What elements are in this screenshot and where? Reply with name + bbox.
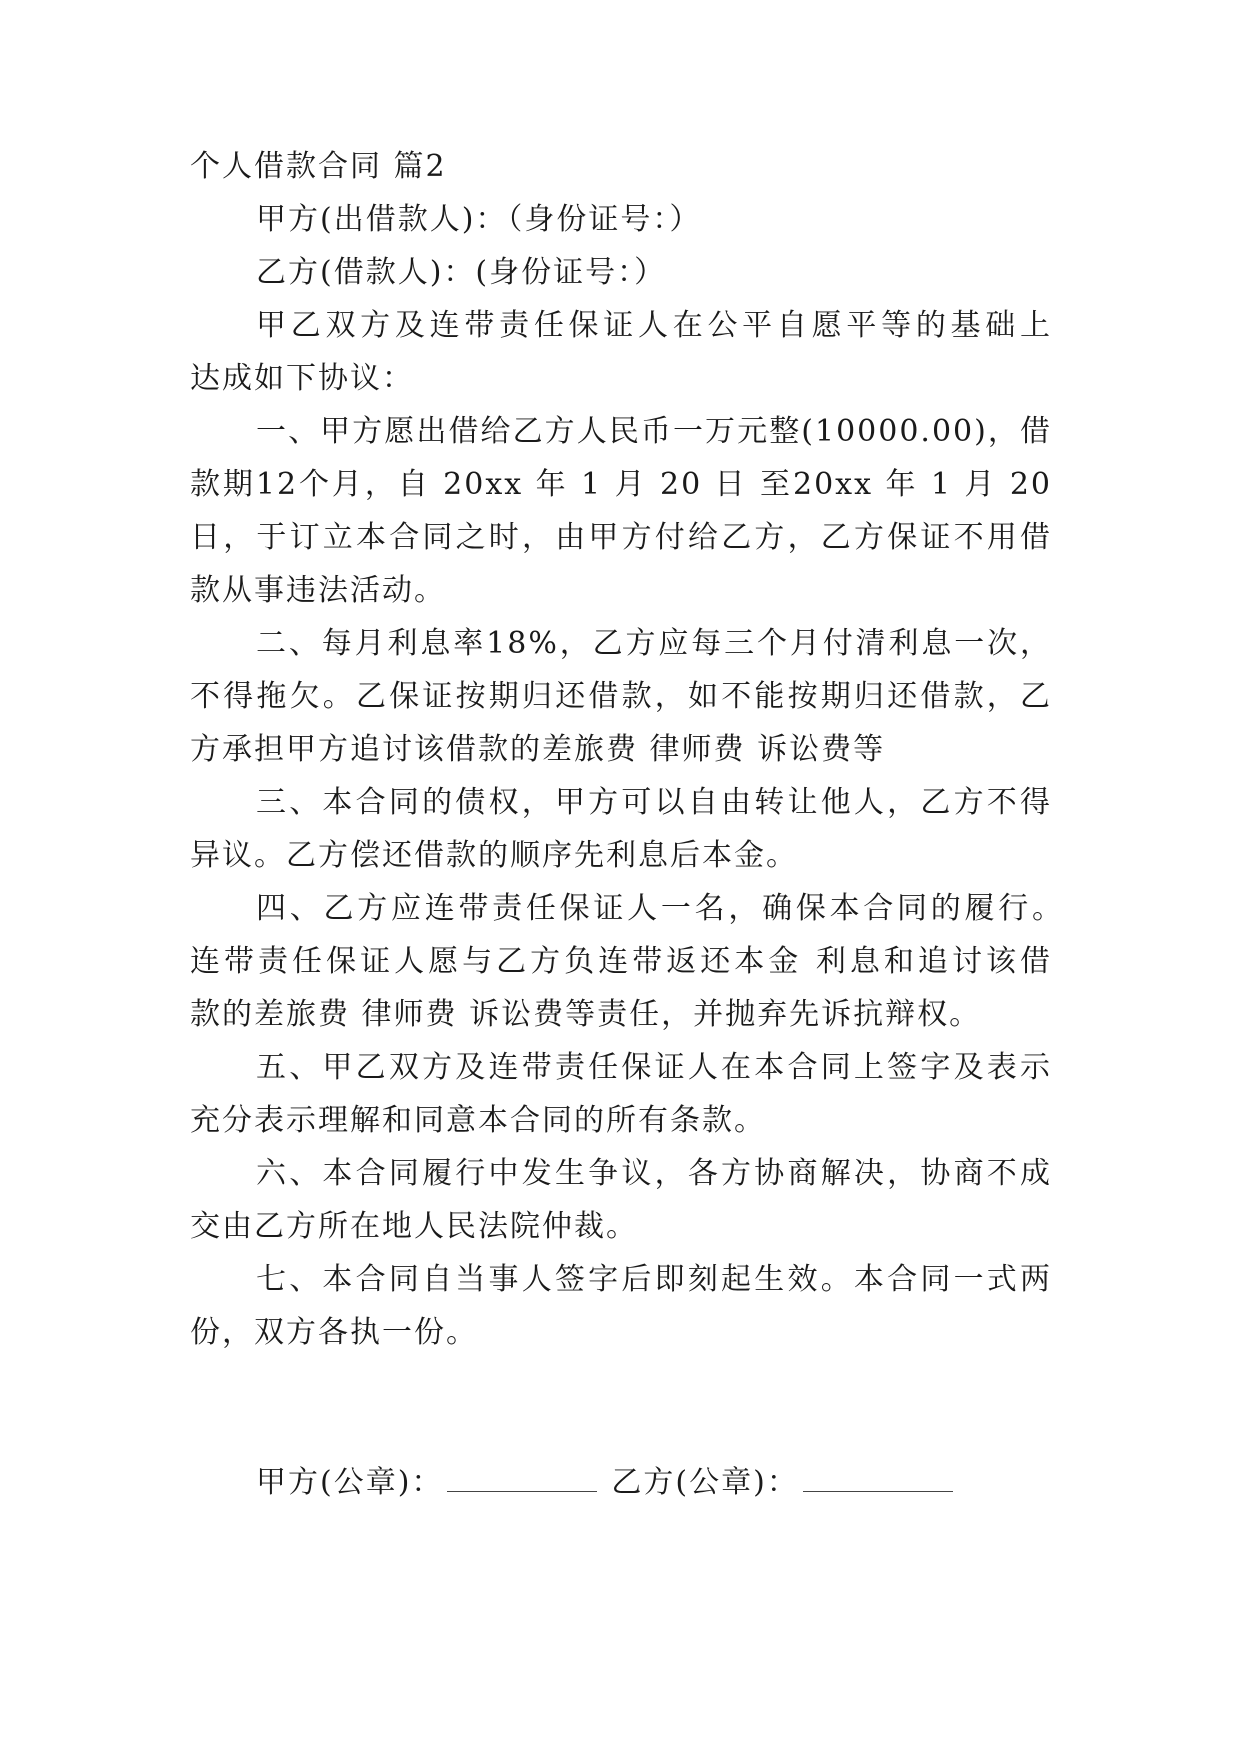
clause-2-line-3: 方承担甲方追讨该借款的差旅费 律师费 诉讼费等 — [190, 732, 886, 767]
clause-6-line-2: 交由乙方所在地人民法院仲裁。 — [190, 1209, 638, 1244]
party-b-line: 乙方(借款人)：(身份证号：） — [256, 255, 667, 290]
clause-3-line-2: 异议。乙方偿还借款的顺序先利息后本金。 — [190, 838, 798, 873]
clause-2-line-2: 不得拖欠。乙保证按期归还借款，如不能按期归还借款，乙 — [190, 679, 1052, 714]
clause-7-line-1: 七、本合同自当事人签字后即刻起生效。本合同一式两 — [256, 1262, 1052, 1297]
clause-2-line-1: 二、每月利息率18%，乙方应每三个月付清利息一次， — [256, 626, 1052, 661]
clause-1-line-2: 款期12个月，自 20xx 年 1 月 20 日 至20xx 年 1 月 20 — [190, 467, 1052, 502]
clause-5-line-1: 五、甲乙双方及连带责任保证人在本合同上签字及表示 — [256, 1050, 1052, 1085]
clause-5-line-2: 充分表示理解和同意本合同的所有条款。 — [190, 1103, 766, 1138]
party-b-seal-blank — [803, 1461, 953, 1492]
clause-1-line-4: 款从事违法活动。 — [190, 573, 446, 608]
party-a-seal-label: 甲方(公章)： — [256, 1465, 444, 1500]
clause-4-line-3: 款的差旅费 律师费 诉讼费等责任，并抛弃先诉抗辩权。 — [190, 997, 982, 1032]
clause-1-line-3: 日，于订立本合同之时，由甲方付给乙方，乙方保证不用借 — [190, 520, 1052, 555]
document-title: 个人借款合同 篇2 — [190, 149, 447, 184]
clause-1-line-1: 一、甲方愿出借给乙方人民币一万元整(10000.00)，借 — [256, 414, 1052, 449]
party-a-seal-blank — [447, 1461, 597, 1492]
party-b-seal-label: 乙方(公章)： — [611, 1465, 799, 1500]
clause-4-line-1: 四、乙方应连带责任保证人一名，确保本合同的履行。 — [256, 891, 1064, 926]
paragraph-intro-line-2: 达成如下协议： — [190, 361, 414, 396]
clause-4-line-2: 连带责任保证人愿与乙方负连带返还本金 利息和追讨该借 — [190, 944, 1052, 979]
party-a-line: 甲方(出借款人)：（身份证号：） — [256, 202, 702, 237]
signature-row — [256, 1461, 967, 1501]
clause-3-line-1: 三、本合同的债权，甲方可以自由转让他人，乙方不得 — [256, 785, 1052, 820]
clause-7-line-2: 份，双方各执一份。 — [190, 1315, 478, 1350]
clause-6-line-1: 六、本合同履行中发生争议，各方协商解决，协商不成 — [256, 1156, 1052, 1191]
paragraph-intro-line-1: 甲乙双方及连带责任保证人在公平自愿平等的基础上 — [256, 308, 1052, 343]
